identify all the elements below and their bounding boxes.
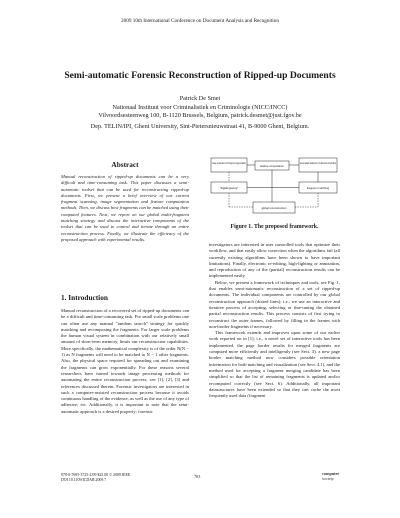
footer-isbn: 978-0-7695-3725-2/09 $25.00 © 2009 IEEE xyxy=(61,473,131,477)
address-1: Vilvoordsesteenweg 100, B-1120 Brussels, Belgium, patrick.desmet@just.fgov.be xyxy=(98,112,302,120)
label-feature-computation: feature computation xyxy=(260,165,284,168)
label-digital-glueing: "digital glueing" xyxy=(219,187,239,190)
page-number: 703 xyxy=(194,474,201,479)
right-column-text xyxy=(209,242,340,399)
logo-line-1: computer xyxy=(322,471,340,476)
footer-left xyxy=(61,473,130,483)
box-image-acquisition xyxy=(211,158,267,172)
right-paragraph-3: This framework extends and improves upon some of our earlier work reported on in [1]; i.e., a novel set of interactive tools has been implemented, the page border results for merged fragments are computed more efficiently and intelligently (see Sect. 3), a new page border matching method now considers possible orientation information for both matching and visualization (see Sect. 4.1), and the method used for accepting a fragment merging candidate has been simplified so that the list of remaining fragments is updated and/or recomputed correctly (see Sect. 6). Additionally, all important datastructures have been extended so that they can cache the most frequently used data (fragment xyxy=(209,330,341,399)
author-name: Patrick De Smet xyxy=(179,95,221,102)
affiliation-2: Dep. TELIN/IPI, Ghent University, Sint-Pietersnieuwstraat 41, B-9000 Ghent, Belgium. xyxy=(90,122,310,130)
label-image-acquisition: image acquisition and fragment segmentation xyxy=(212,162,267,165)
figure-caption: Figure 1. The proposed framework. xyxy=(230,224,319,230)
box-border-detection xyxy=(299,158,350,172)
abstract-section xyxy=(61,160,189,243)
right-paragraph-2: Below, we present a framework of techniques and tools, see Fig. 1, that enables semi-automatic reconstruction of a set of ripped-up documents. The individual components are controlled by our global reconstruction approach (dotted lines); i.e., we use an interactive and iterative process of accepting, selecting or fine-tuning the obtained partial reconstruction results. This process consists of first trying to reconstruct the outer frames, followed by filling in the frames with non-border fragments if necessary. xyxy=(209,279,340,329)
author-block xyxy=(0,95,400,131)
introduction-heading: 1. Introduction xyxy=(61,293,108,302)
abstract-text: Manual reconstruction of ripped-up documents can be a very difficult and time-consuming task. This paper discusses a semi-automatic toolset that can be used for reconstructing ripped-up documents. First, we present a brief overview of our current fragment scanning, image segmentation and feature computation methods. Then, we discuss how fragments can be matched using their computed features. Next, we report on our global multi-fragment matching strategy and discuss the interactive components of the toolset that can be used to control and iterate through an entire reconstruction process. Finally, we illustrate the efficiency of the proposed approach with experimental results. xyxy=(61,174,189,242)
computer-society-logo xyxy=(322,472,344,481)
framework-figure xyxy=(209,155,350,221)
logo-line-2: society xyxy=(322,475,334,481)
label-global-reconstruction: global reconstruction xyxy=(261,207,287,210)
affiliation-1: Nationaal Instituut voor Criminalistiek en Criminologie (NICC/INCC) xyxy=(112,103,288,111)
introduction-section xyxy=(61,293,189,415)
footer-doi: DOI 10.1109/ICDAR.2009.7 xyxy=(61,478,107,482)
conference-header: 2009 10th International Conference on Document Analysis and Recognition xyxy=(121,18,279,24)
label-border-detection: automated detection of document borders xyxy=(300,162,350,165)
paper-title: Semi-automatic Forensic Reconstruction of Ripped-up Documents xyxy=(64,70,336,81)
label-fragment-matching: fragment matching xyxy=(306,187,330,190)
introduction-text: Manual reconstruction of a recovered set of ripped-up documents can be a difficult and time-consuming task. For small scale problems one can often use any manual "random search" strategy for quickly matching and recomposing the fragments. For larger scale problems the human visual system in combination with our relatively small amount of short-term memory, limits our reconstruction capabilities. More specifically, the mathematical complexity is of the order N(N − 1) as N fragments will need to be matched to N − 1 other fragments. Also, the physical space required for spreading out and examining the fragments can grow exponentially. For these reasons several researchers have turned towards image processing methods for automating the entire reconstruction process; see [1], [2], [3] and references discussed therein. Forensic investigators are interested in such a computer-assisted reconstruction process because it avoids continuous handling of the evidence, as well as the use of any type of adhesive, etc. Additionally, it is important to note that the semi-automatic approach is a desired property; forensic xyxy=(61,308,189,414)
right-paragraph-1: investigators are interested in user controlled tools that optimize their workflow, and that easily allow correction when the algorithms fail (all currently existing algorithms have been shown to have important limitations). Finally, electronic re-editing, high-lighting or annotation, and reproduction of any of the (partial) reconstruction results can be implemented easily. xyxy=(209,242,340,279)
abstract-heading: Abstract xyxy=(111,160,139,169)
